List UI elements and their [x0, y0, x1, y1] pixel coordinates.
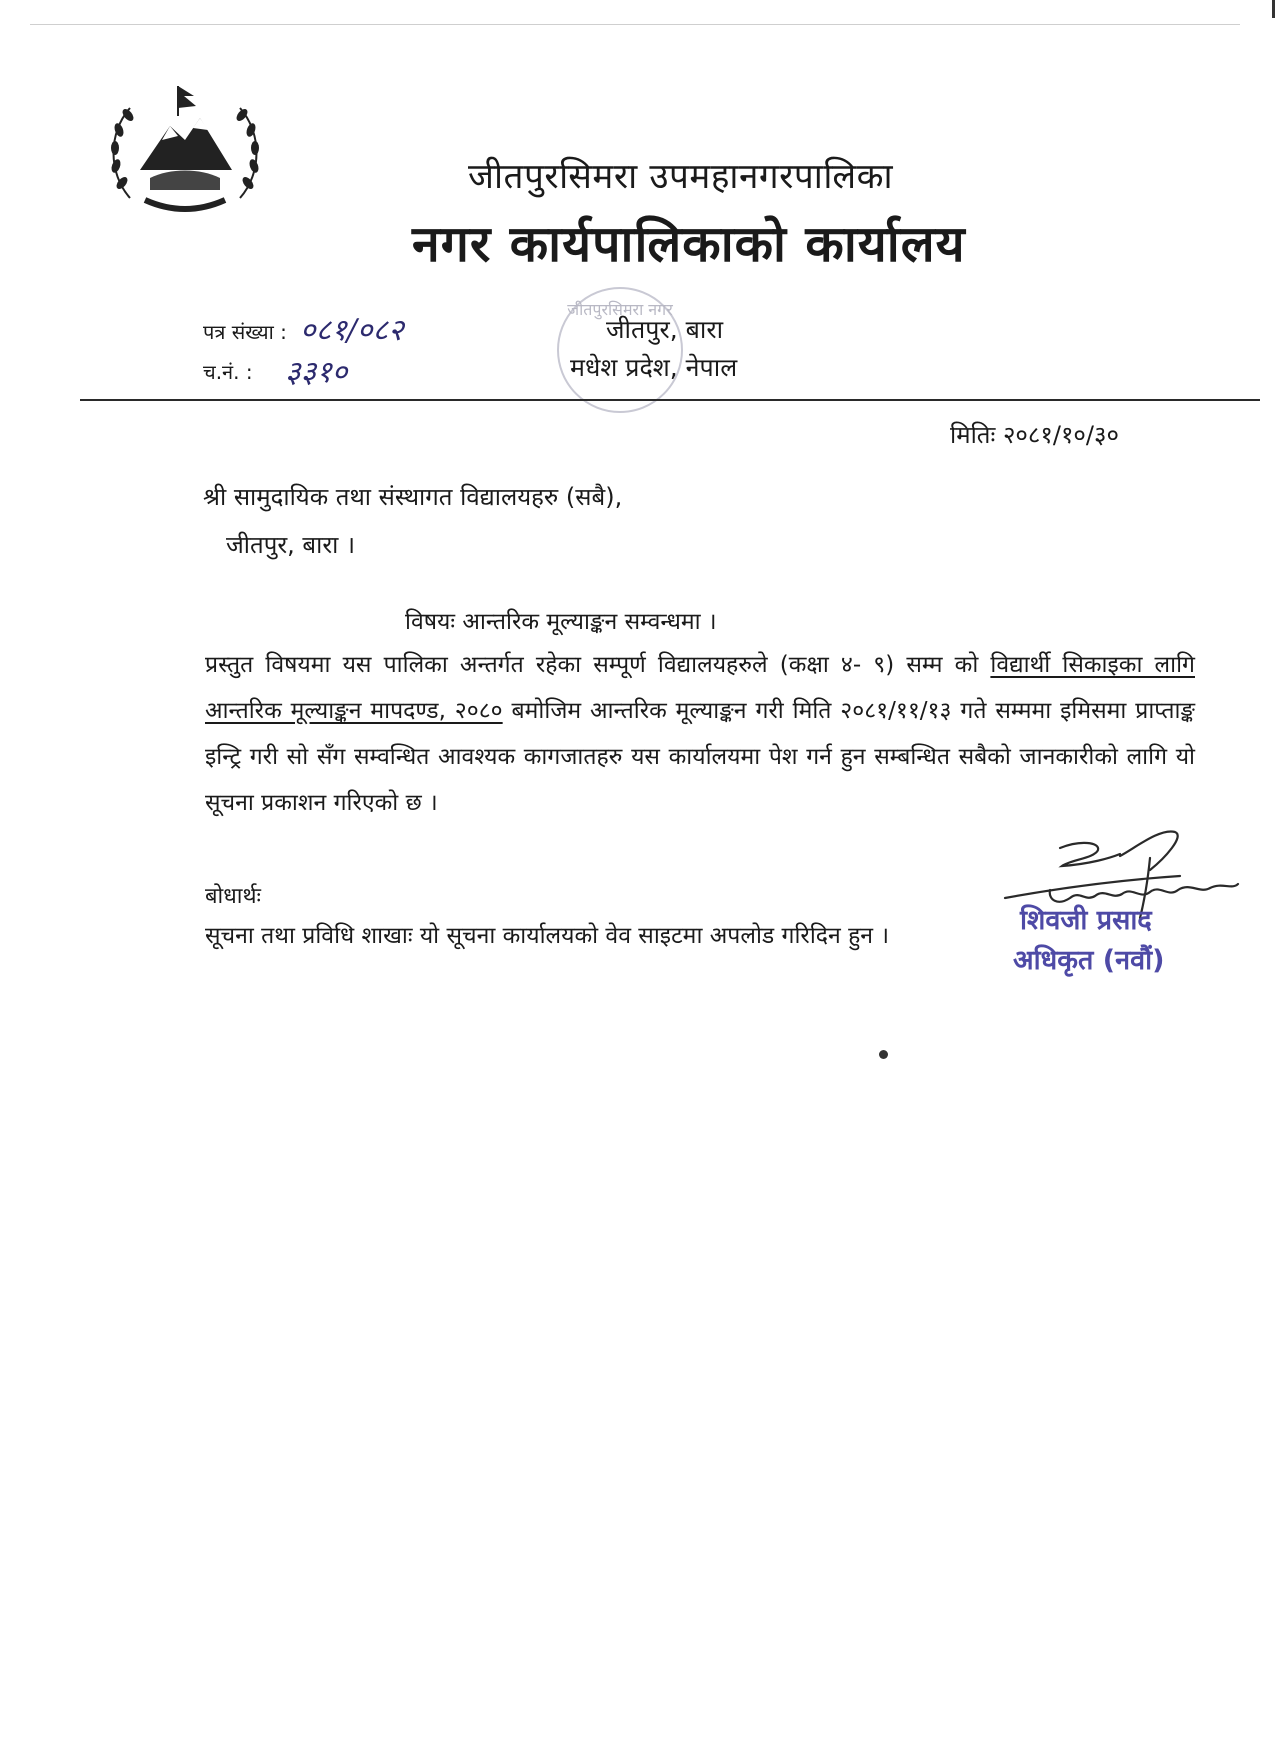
body-paragraph: [205, 642, 1195, 826]
signatory-title-stamp: अधिकृत (नवौं): [1013, 945, 1165, 976]
letter-number-label: पत्र संख्या :: [203, 320, 287, 344]
dispatch-number-label: च.नं. :: [203, 360, 253, 384]
address-line-1: जीतपुर, बारा: [606, 315, 724, 344]
municipality-name: जीतपुरसिमरा उपमहानगरपालिका: [468, 157, 894, 197]
page-top-edge-line: [30, 24, 1240, 25]
nepal-emblem-icon: [100, 78, 270, 228]
signatory-name-stamp: शिवजी प्रसाद: [1020, 905, 1152, 936]
addressee-line-2: जीतपुर, बारा ।: [226, 531, 356, 559]
subject-line: विषयः आन्तरिक मूल्याङ्कन सम्वन्धमा ।: [405, 609, 717, 635]
addressee-line-1: श्री सामुदायिक तथा संस्थागत विद्यालयहरु (सबै),: [203, 483, 623, 511]
cc-line: सूचना तथा प्रविधि शाखाः यो सूचना कार्यालयको वेव साइटमा अपलोड गरिदिन हुन ।: [205, 923, 890, 949]
ink-speck: [879, 1050, 888, 1059]
address-line-2: मधेश प्रदेश, नेपाल: [570, 353, 738, 382]
body-part-2: बमोजिम आन्तरिक मूल्याङ्कन गरी मिति २०८१/११/१३ गते सम्ममा इमिसमा प्राप्ताङ्क इन्ट्रि गरी सो सँग सम्वन्धित आवश्यक कागजातहरु यस कार्यालयमा पेश गर्न हुन सम्बन्धित सबैको जानकारीको लागि यो सूचना प्रकाशन गरिएको छ ।: [205, 698, 1195, 816]
header-divider: [80, 399, 1260, 401]
letter-date: मितिः २०८१/१०/३०: [950, 421, 1119, 449]
body-part-1: प्रस्तुत विषयमा यस पालिका अन्तर्गत रहेका सम्पूर्ण विद्यालयहरुले (कक्षा ४- ९) सम्म को: [205, 652, 991, 678]
office-name: नगर कार्यपालिकाको कार्यालय: [412, 215, 966, 273]
faint-stamp-text: जीतपुरसिमरा नगर: [567, 300, 673, 319]
body-underlined-standard: विद्यार्थी सिकाइका लागि आन्तरिक मूल्याङ्कन मापदण्ड, २०८०: [205, 652, 1195, 724]
dispatch-number-value: ३३१०: [285, 355, 348, 390]
cc-label: बोधार्थः: [205, 884, 261, 909]
letter-number-value: ०८१/०८२: [300, 313, 404, 348]
